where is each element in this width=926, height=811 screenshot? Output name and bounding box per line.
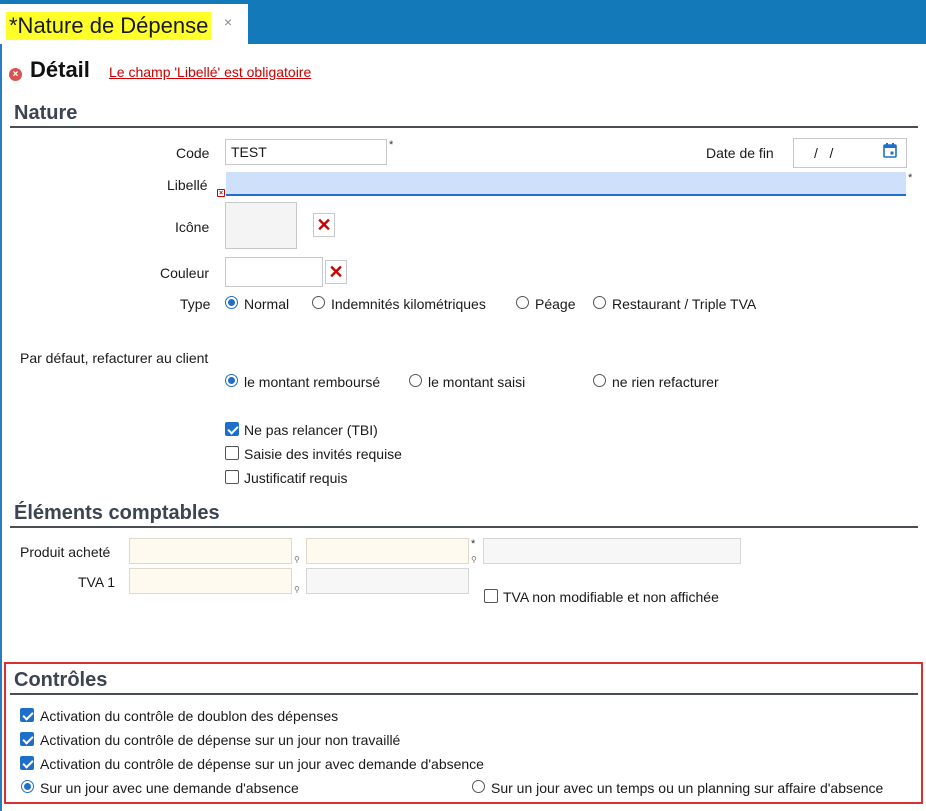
tva-description-field <box>306 568 469 594</box>
clear-icon-button[interactable]: ✕ <box>313 213 335 237</box>
required-mark: * <box>471 538 476 550</box>
checkbox-controle-jour-non-travaille-label: Activation du contrôle de dépense sur un jour non travaillé <box>40 732 401 748</box>
checkbox-tva-non-modifiable[interactable] <box>484 589 498 603</box>
radio-type-normal[interactable] <box>225 296 238 309</box>
code-label: Code <box>176 145 210 161</box>
tva-account-input[interactable] <box>129 568 292 594</box>
close-icon[interactable]: × <box>224 14 233 30</box>
clear-color-button[interactable]: ✕ <box>325 260 347 284</box>
code-input[interactable]: TEST <box>225 139 387 165</box>
lookup-pin-icon[interactable]: ⚲ <box>294 555 300 564</box>
radio-refacturer-saisi[interactable] <box>409 374 422 387</box>
libelle-label: Libellé <box>167 177 208 193</box>
section-title-controles: Contrôles <box>14 669 108 691</box>
radio-type-peage-label: Péage <box>535 296 576 312</box>
page-title: Détail <box>30 57 90 82</box>
produit-account-input[interactable] <box>129 538 292 564</box>
tva-label: TVA 1 <box>78 574 116 590</box>
checkbox-tva-non-modifiable-label: TVA non modifiable et non affichée <box>503 589 719 605</box>
type-label: Type <box>180 296 211 312</box>
produit-code-input[interactable] <box>306 538 469 564</box>
icone-label: Icône <box>175 219 210 235</box>
libelle-input[interactable] <box>226 172 906 196</box>
section-divider <box>10 693 918 695</box>
radio-refacturer-rembourse-label: le montant remboursé <box>244 374 381 390</box>
radio-refacturer-rien-label: ne rien refacturer <box>612 374 719 390</box>
date-fin-value: / / <box>814 145 834 161</box>
checkbox-justificatif-label: Justificatif requis <box>244 470 348 486</box>
checkbox-controle-absence-label: Activation du contrôle de dépense sur un jour avec demande d'absence <box>40 756 484 772</box>
refacturer-label: Par défaut, refacturer au client <box>20 350 209 366</box>
radio-type-restaurant[interactable] <box>593 296 606 309</box>
section-divider <box>10 126 918 128</box>
radio-type-peage[interactable] <box>516 296 529 309</box>
color-picker[interactable] <box>225 257 323 287</box>
radio-type-indemnites-label: Indemnités kilométriques <box>331 296 486 312</box>
lookup-pin-icon[interactable]: ⚲ <box>471 555 477 564</box>
checkbox-justificatif[interactable] <box>225 470 239 484</box>
required-mark: * <box>908 172 913 184</box>
radio-temps-planning-absence[interactable] <box>472 780 485 793</box>
error-message-link[interactable]: Le champ 'Libellé' est obligatoire <box>109 64 312 80</box>
radio-demande-absence[interactable] <box>21 780 34 793</box>
lookup-pin-icon[interactable]: ⚲ <box>294 585 300 594</box>
radio-type-normal-label: Normal <box>244 296 290 312</box>
radio-temps-planning-absence-label: Sur un jour avec un temps ou un planning sur affaire d'absence <box>491 780 884 796</box>
date-fin-label: Date de fin <box>706 145 774 161</box>
tab-title[interactable]: *Nature de Dépense <box>6 12 211 40</box>
checkbox-controle-jour-non-travaille[interactable] <box>20 732 34 746</box>
left-border <box>0 44 2 811</box>
radio-refacturer-rien[interactable] <box>593 374 606 387</box>
calendar-icon[interactable] <box>883 143 897 158</box>
radio-type-restaurant-label: Restaurant / Triple TVA <box>612 296 757 312</box>
checkbox-controle-doublon-label: Activation du contrôle de doublon des dépenses <box>40 708 339 724</box>
section-divider <box>10 526 918 528</box>
checkbox-controle-doublon[interactable] <box>20 708 34 722</box>
section-title-comptables: Éléments comptables <box>14 502 220 524</box>
radio-refacturer-rembourse[interactable] <box>225 374 238 387</box>
checkbox-saisie-invites-label: Saisie des invités requise <box>244 446 402 462</box>
error-icon: × <box>9 68 22 81</box>
checkbox-ne-pas-relancer-label: Ne pas relancer (TBI) <box>244 422 378 438</box>
required-mark: * <box>389 139 394 151</box>
checkbox-controle-absence[interactable] <box>20 756 34 770</box>
radio-demande-absence-label: Sur un jour avec une demande d'absence <box>40 780 299 796</box>
section-title-nature: Nature <box>14 102 78 124</box>
produit-label: Produit acheté <box>20 544 111 560</box>
produit-description-field <box>483 538 741 564</box>
icon-picker[interactable] <box>225 202 297 249</box>
checkbox-saisie-invites[interactable] <box>225 446 239 460</box>
couleur-label: Couleur <box>160 265 210 281</box>
field-error-icon: × <box>218 190 224 197</box>
radio-refacturer-saisi-label: le montant saisi <box>428 374 526 390</box>
checkbox-ne-pas-relancer[interactable] <box>225 422 239 436</box>
radio-type-indemnites[interactable] <box>312 296 325 309</box>
